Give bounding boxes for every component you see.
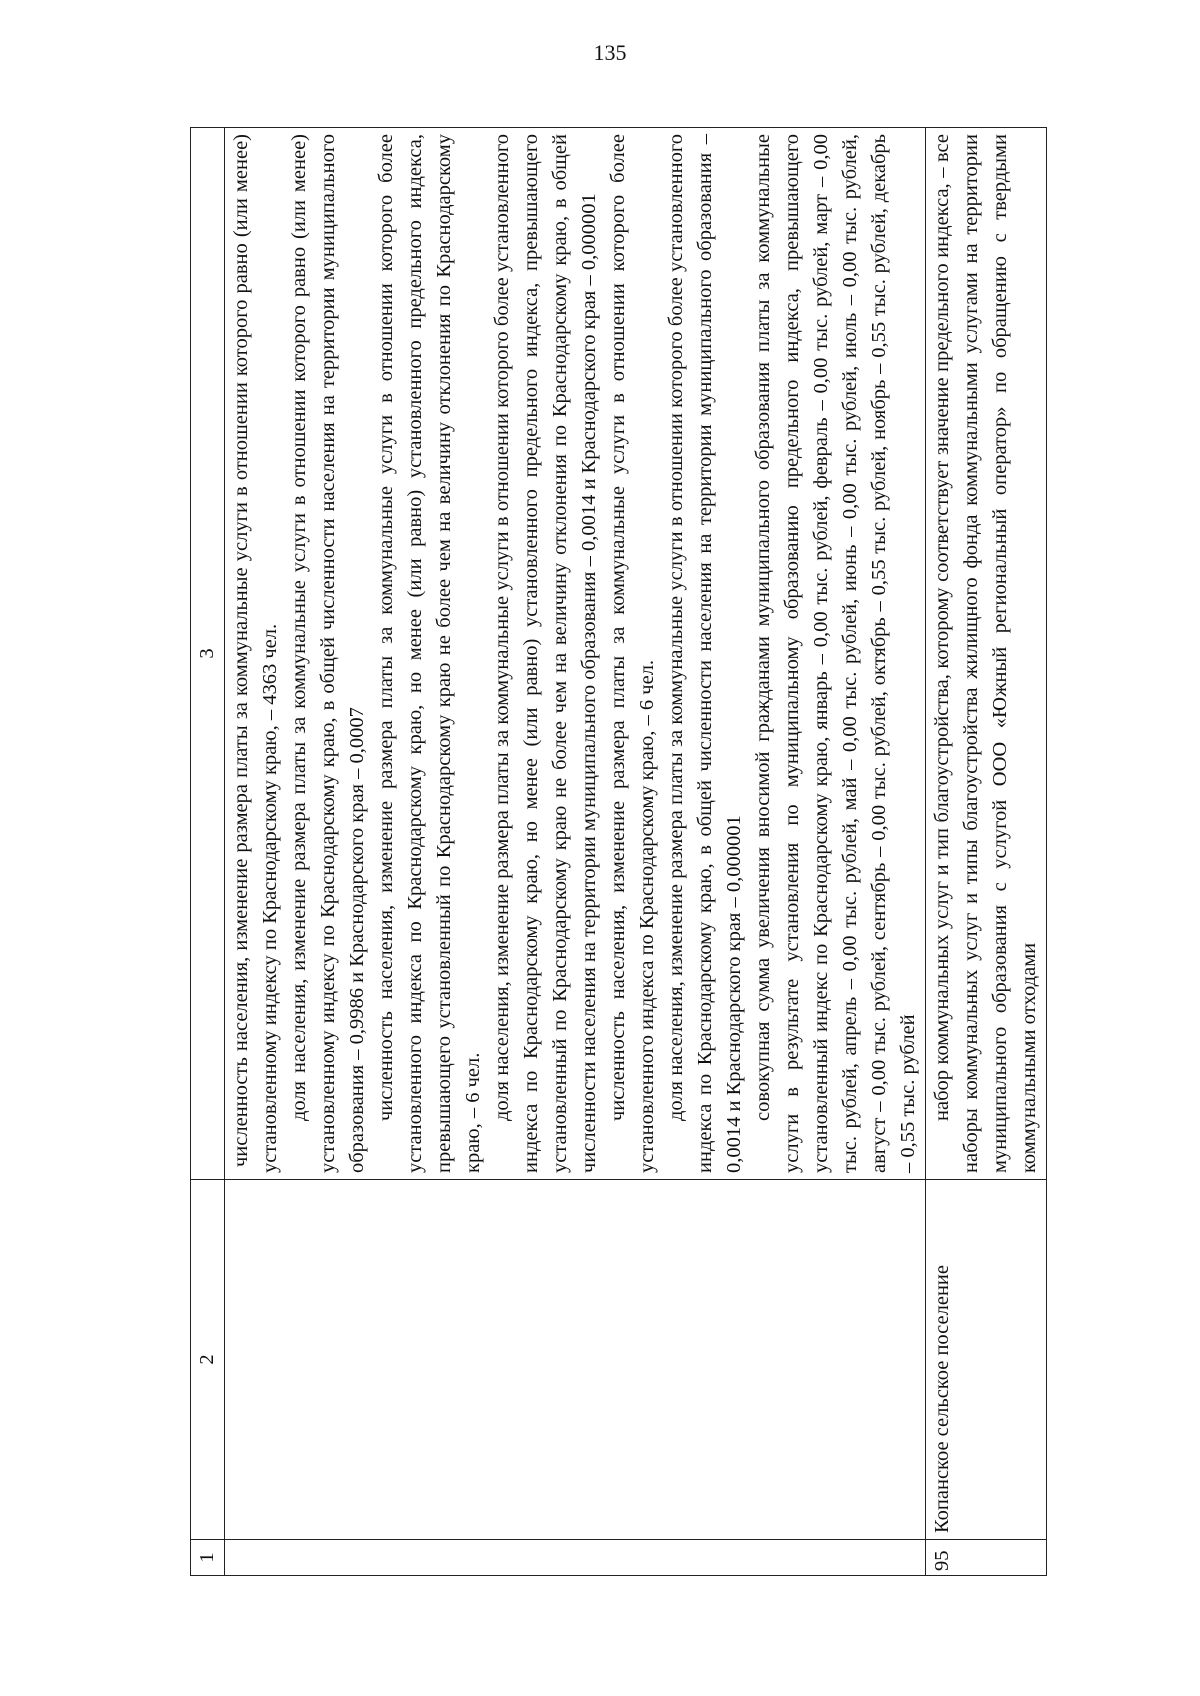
paragraph: набор коммунальных услуг и тип благоустройства, которому соответствует значение предельного индекса, – все наборы коммунальных услуг и типы благоустройства жилищного фонда коммунальными услугами на территории муниципального образования с услугой ООО «Южный региональный оператор» по обращению с твердыми коммунальными отходами (931, 134, 1040, 1173)
header-col-3: 3 (191, 128, 225, 1180)
paragraph: доля населения, изменение размера платы за коммунальные услуги в отношении которого более установленного индекса по Краснодарскому краю, в общей численности населения на территории муниципального образования – 0,0014 и Краснодарского края – 0,000001 (665, 134, 745, 1173)
row-number-cell: 95 (926, 1540, 1047, 1576)
row-number-cell (225, 1540, 926, 1576)
table-header-row (191, 128, 225, 1576)
paragraph: численность населения, изменение размера платы за коммунальные услуги в отношении которого более установленного индекса по Краснодарскому краю, но менее (или равно) установленного предельного индекса, превышающего установленный по Краснодарскому краю не более чем на величину отклонения по Краснодарскому краю, – 6 чел. (375, 134, 484, 1173)
description-cell (225, 128, 926, 1180)
data-table (190, 127, 1047, 1576)
paragraph: доля населения, изменение размера платы за коммунальные услуги в отношении которого равно (или менее) установленному индексу по Краснодарскому краю, в общей численности населения на территории муниципального образования – 0,9986 и Краснодарского края – 0,0007 (288, 134, 368, 1173)
rotated-table-area (190, 128, 1200, 1571)
table-row-continued (225, 128, 926, 1576)
paragraph: доля населения, изменение размера платы за коммунальные услуги в отношении которого более установленного индекса по Краснодарскому краю, но менее (или равно) установленного предельного индекса, превышающего установленный по Краснодарскому краю не более чем на величину отклонения по Краснодарскому краю, в общей численности населения на территории муниципального образования – 0,0014 и Краснодарского края – 0,000001 (491, 134, 600, 1173)
table-rotator (190, 128, 1126, 1576)
municipality-name-cell (225, 1180, 926, 1540)
table-row-95 (926, 128, 1047, 1576)
page-number: 135 (593, 40, 627, 65)
description-cell (926, 128, 1047, 1180)
paragraph: численность населения, изменение размера платы за коммунальные услуги в отношении которого более установленного индекса по Краснодарскому краю, – 6 чел. (607, 134, 658, 1173)
municipality-name-cell: Копанское сельское поселение (926, 1180, 1047, 1540)
paragraph: совокупная сумма увеличения вносимой гражданами муниципального образования платы за коммунальные услуги в результате установления по муниципальному образованию предельного индекса, превышающего установленный индекс по Краснодарскому краю, январь – 0,00 тыс. рублей, февраль – 0,00 тыс. рублей, март – 0,00 тыс. рублей, апрель – 0,00 тыс. рублей, май – 0,00 тыс. рублей, июнь – 0,00 тыс. рублей, июль – 0,00 тыс. рублей, август – 0,00 тыс. рублей, сентябрь – 0,00 тыс. рублей, октябрь – 0,55 тыс. рублей, ноябрь – 0,55 тыс. рублей, декабрь – 0,55 тыс. рублей (752, 134, 919, 1173)
header-col-2: 2 (191, 1180, 225, 1540)
header-col-1: 1 (191, 1540, 225, 1576)
paragraph: численность населения, изменение размера платы за коммунальные услуги в отношении которого равно (или менее) установленному индексу по Краснодарскому краю, – 4363 чел. (230, 134, 281, 1173)
